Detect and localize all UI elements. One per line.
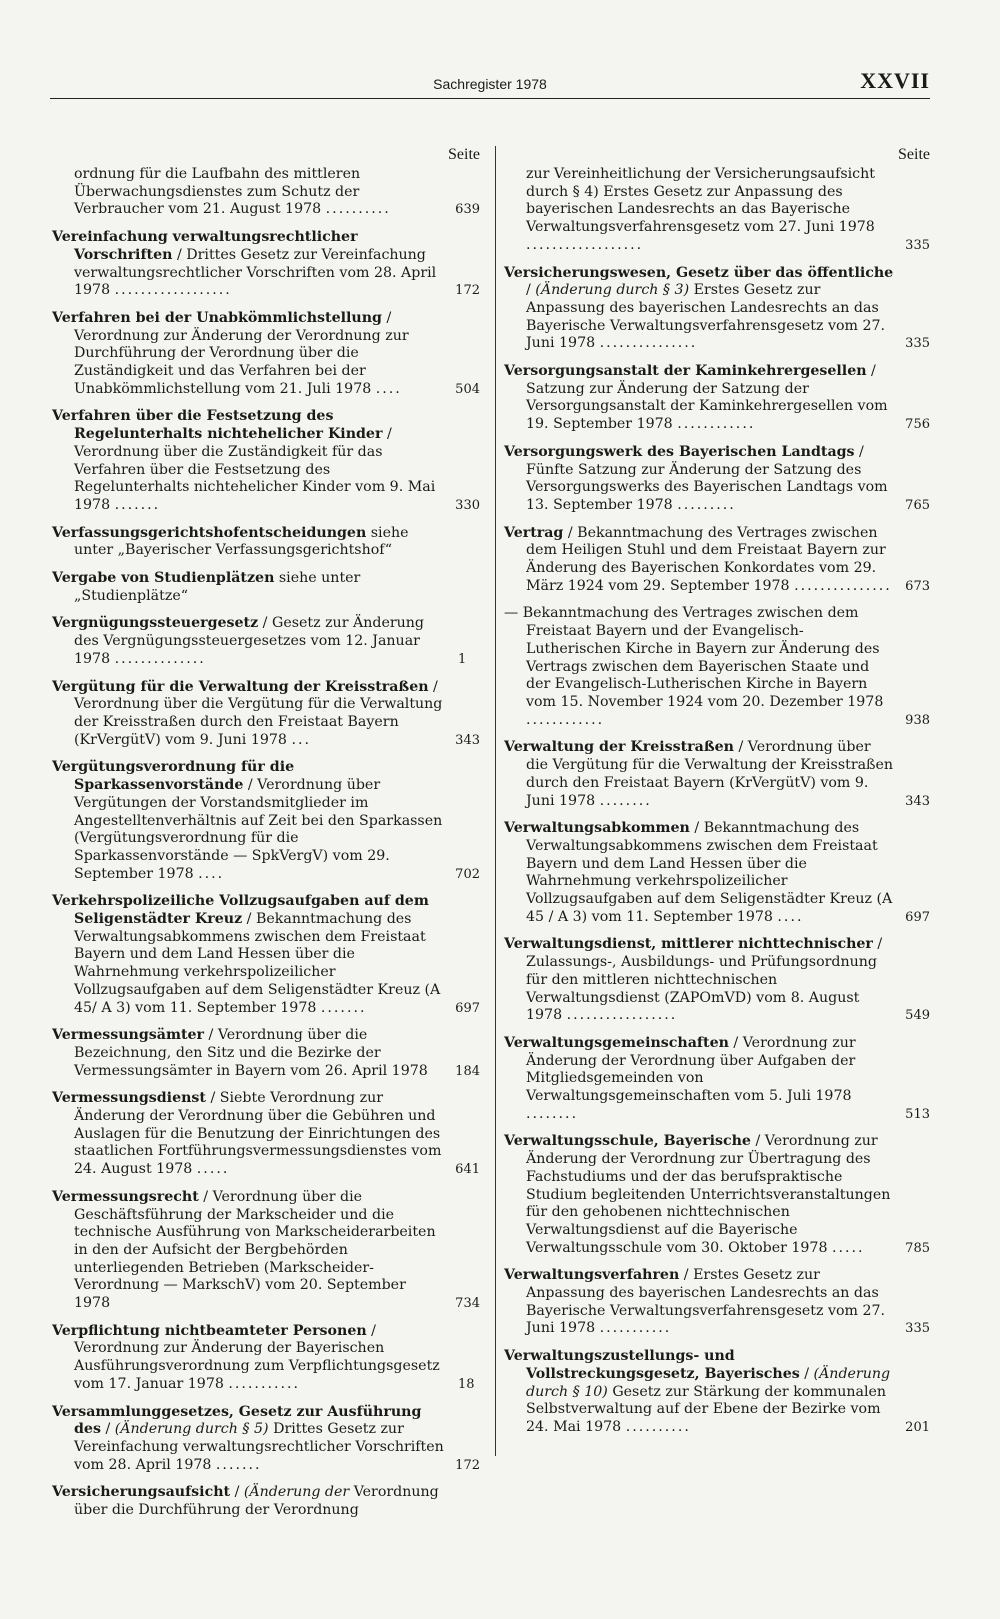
index-entry	[52, 408, 480, 514]
entry-text: Verordnung zur Änderung der Verordnung über Aufgaben der Mitgliedsgemeinden von Verwaltungsgemeinschaften vom 5. Juli 1978	[526, 1034, 856, 1105]
entry-headword: Versammlunggesetzes, Gesetz zur Ausführung des	[52, 1403, 422, 1438]
entry-headword: Vertrag	[504, 524, 564, 541]
column-divider	[495, 146, 496, 1456]
entry-separator: /	[242, 911, 256, 928]
entry-page-number: 343	[905, 793, 930, 809]
entry-text: Fünfte Satzung zur Änderung der Satzung des Versorgungswerks des Bayerischen Landtags vom 13. September 1978	[526, 461, 888, 513]
index-entry	[504, 1348, 930, 1437]
entry-separator: /	[382, 426, 392, 443]
entry-text: Verordnung zur Änderung der Verordnung zur Übertragung des Fachstudiums und der das berufspraktische Studium begleitenden Unterrichtsveranstaltungen für den gehobenen nichttechnischen Verwaltungsdienst auf die Bayerische Verwaltungsschule vom 30. Oktober 1978	[526, 1133, 891, 1256]
entry-page-number: 756	[905, 417, 930, 433]
page-number: XXVII	[860, 68, 930, 93]
entry-text: Verordnung über die Vergütung für die Verwaltung der Kreisstraßen durch den Freistaat Bayern (KrVergütV) vom 9. Juni 1978	[526, 739, 894, 809]
entry-headword: Vergnügungssteuergesetz	[52, 615, 259, 632]
entry-headword: Versicherungsaufsicht	[52, 1484, 231, 1501]
entry-page-number: 335	[905, 1321, 930, 1337]
entry-leader-dots: ...............	[794, 577, 892, 594]
entry-headword: Versorgungsanstalt der Kaminkehrergesellen	[504, 363, 867, 380]
entry-text: Gesetz zur Stärkung der kommunalen Selbstverwaltung auf der Ebene der Bezirke vom 24. Mai 1978	[526, 1383, 887, 1435]
right-entry-list	[504, 166, 930, 1437]
entry-leader-dots: ....	[375, 380, 402, 397]
entry-leader-dots: ...........	[599, 1320, 672, 1337]
entry-leader-dots: ........	[526, 1105, 579, 1122]
entry-separator: /	[366, 1322, 376, 1339]
index-entry	[52, 166, 480, 219]
index-entry: Verpflichtung nichtbeamteter Personen / Verordnung zur Änderung der Bayerischen Ausführungsverordnung zum Verpflichtungsgesetz vom 17. Januar 1978 ........... 18	[52, 1322, 475, 1392]
entry-text: siehe unter „Bayerischer Verfassungsgerichtshof“	[74, 524, 409, 559]
entry-text: Verordnung über die Zuständigkeit für das Verfahren über die Festsetzung des Regelunterhalts nichtehelicher Kinder vom 9. Mai 1978	[74, 443, 436, 513]
entry-separator: /	[733, 739, 748, 756]
entry-text: Verordnung zur Änderung der Bayerischen Ausführungsverordnung zum Verpflichtungsgesetz vom 17. Januar 1978	[74, 1340, 440, 1392]
entry-headword: Verfassungsgerichtshofentscheidungen	[52, 524, 367, 541]
entry-reference: (Änderung durch § 5)	[114, 1421, 269, 1438]
entry-page-number: 549	[905, 1008, 930, 1024]
index-entry	[504, 820, 930, 926]
entry-text: Bekanntmachung des Vertrages zwischen dem Freistaat Bayern und der Evangelisch-Lutherischen Kirche in Bayern zur Änderung des Vertrags zwischen dem Bayerischen Staate und der Evangelisch-Lutherischen Kirche in Bayern vom 15. November 1924 vom 20. Dezember 1978	[522, 605, 884, 710]
entry-text: Verordnung über Vergütungen der Vorstandsmitglieder im Angestelltenverhältnis auf Zeit bei den Sparkassen (Vergütungsverordnung für die Sparkassenvorstände — SpkVergV) vom 29. September 1978	[74, 777, 443, 882]
index-entry	[52, 1404, 480, 1475]
seite-label: Seite	[448, 146, 480, 163]
entry-leader-dots: ..........	[325, 201, 391, 218]
entry-reference: (Änderung der	[243, 1484, 350, 1501]
entry-text: Erstes Gesetz zur Anpassung des bayerischen Landesrechts an das Bayerische Verwaltungsverfahrensgesetz vom 27. Juni 1978	[526, 1267, 886, 1337]
entry-text: Verordnung über die Geschäftsführung der Markscheider und die technische Ausführung von Markscheiderarbeiten in den der Aufsicht der Bergbehörden unterliegenden Betrieben (Markscheider-Verordnung — MarkschV) vom 20. September 1978	[74, 1188, 436, 1312]
entry-headword: Vereinfachung verwaltungsrechtlicher Vorschriften	[52, 229, 358, 263]
entry-headword: Versicherungswesen, Gesetz über das öffentliche	[504, 264, 894, 281]
index-entry	[504, 1035, 930, 1124]
entry-page-number: 697	[455, 1000, 480, 1016]
entry-text: ordnung für die Laufbahn des mittleren Überwachungsdienstes zum Schutz der Verbraucher vom 21. August 1978	[74, 166, 361, 218]
entry-page-number: 938	[905, 712, 930, 728]
entry-separator: /	[563, 524, 578, 541]
entry-leader-dots: ............	[677, 416, 756, 433]
entry-page-number: 335	[905, 237, 930, 253]
index-entry	[52, 229, 480, 300]
entry-headword: Versorgungswerk des Bayerischen Landtags	[504, 443, 855, 460]
entry-leader-dots: ....	[777, 908, 804, 925]
entry-separator: /	[526, 282, 536, 299]
index-entry	[504, 739, 930, 810]
entry-text: Drittes Gesetz zur Vereinfachung verwaltungsrechtlicher Vorschriften vom 28. April 1978	[74, 246, 437, 299]
index-entry: Vergnügungssteuergesetz / Gesetz zur Änderung des Vergnügungssteuergesetzes vom 12. Januar 1978 .............. 1	[52, 615, 467, 667]
entry-leader-dots: .....	[196, 1161, 230, 1178]
entry-page-number: 697	[905, 909, 930, 925]
entry-separator: /	[728, 1034, 743, 1051]
entry-separator: /	[689, 820, 704, 837]
entry-headword: Vergabe von Studienplätzen	[52, 570, 275, 587]
entry-leader-dots: ..........	[625, 1419, 691, 1435]
entry-leader-dots: ....	[198, 865, 225, 882]
entry-leader-dots: .................	[566, 1007, 678, 1024]
entry-headword: Verpflichtung nichtbeamteter Personen	[52, 1322, 367, 1339]
entry-leader-dots: ...	[291, 731, 311, 748]
index-entry	[52, 525, 480, 560]
index-entry	[504, 1133, 930, 1257]
index-entry	[504, 363, 930, 434]
entry-reference: (Änderung durch § 3)	[535, 282, 690, 299]
entry-leader-dots: ........	[599, 792, 652, 809]
entry-page-number: 172	[455, 1457, 480, 1473]
entry-reference: (Änderung durch § 10)	[526, 1365, 891, 1400]
index-entry	[52, 310, 480, 399]
index-entry	[52, 1027, 480, 1080]
entry-text: Zulassungs-, Ausbildungs- und Prüfungsordnung für den mittleren nichttechnischen Verwaltungsdienst (ZAPOmVD) vom 8. August 1978	[526, 954, 877, 1024]
entry-headword: Verwaltungsabkommen	[504, 820, 690, 837]
entry-page-number: 785	[905, 1240, 930, 1256]
entry-leader-dots: .........	[677, 496, 736, 513]
index-entry	[52, 1189, 480, 1313]
left-entry-list	[52, 166, 480, 1520]
entry-separator: /	[204, 1027, 218, 1044]
entry-separator: /	[428, 678, 438, 695]
entry-leader-dots: ..................	[526, 236, 644, 253]
entry-headword: Verkehrspolizeiliche Vollzugsaufgaben auf dem Seligenstädter Kreuz	[52, 893, 429, 928]
entry-headword: Verwaltungszustellungs- und Vollstreckungsgesetz, Bayerisches	[504, 1348, 800, 1382]
entry-text: Gesetz zur Änderung des Vergnügungssteuergesetzes vom 12. Januar 1978	[74, 615, 424, 667]
right-column	[504, 146, 930, 1447]
index-entry	[504, 444, 930, 515]
index-entry	[52, 1090, 480, 1179]
index-entry	[52, 1484, 480, 1519]
entry-text: Verordnung über die Bezeichnung, den Sitz und die Bezirke der Vermessungsämter in Bayern vom 26. April 1978	[74, 1027, 428, 1079]
entry-separator: —	[504, 605, 523, 622]
entry-separator: /	[381, 309, 392, 326]
index-entry	[504, 166, 930, 255]
index-entry	[504, 265, 930, 354]
entry-separator: /	[198, 1188, 213, 1205]
entry-separator: /	[230, 1484, 244, 1501]
entry-leader-dots: ...........	[228, 1375, 300, 1392]
entry-page-number: 673	[905, 578, 930, 594]
entry-text: Verordnung über die Durchführung der Verordnung	[74, 1484, 439, 1519]
entry-separator: /	[258, 615, 272, 632]
entry-text: Erstes Gesetz zur Anpassung des bayerischen Landesrechts an das Bayerische Verwaltungsverfahrensgesetz vom 27. Juni 1978	[526, 282, 886, 352]
entry-separator: /	[750, 1133, 765, 1150]
index-entry	[52, 570, 480, 605]
entry-headword: Vergütung für die Verwaltung der Kreisstraßen	[52, 678, 429, 695]
entry-page-number: 201	[905, 1420, 930, 1435]
entry-text: Verordnung zur Änderung der Verordnung zur Durchführung der Verordnung über die Zuständigkeit und das Verfahren bei der Unabkömmlichstellung vom 21. Juli 1978	[74, 327, 409, 397]
entry-leader-dots: .......	[215, 1456, 262, 1473]
entry-page-number: 330	[455, 497, 480, 513]
entry-separator: /	[872, 936, 883, 953]
entry-text: Siebte Verordnung zur Änderung der Verordnung über die Gebühren und Auslagen für die Benutzung der Einrichtungen des staatlichen Fortführungsvermessungsdienstes vom 24. August 1978	[74, 1090, 442, 1178]
entry-separator: /	[679, 1267, 694, 1284]
entry-separator: /	[172, 246, 187, 263]
index-entry	[52, 893, 480, 1017]
entry-text: Verordnung über die Vergütung für die Verwaltung der Kreisstraßen durch den Freistaat Bayern (KrVergütV) vom 9. Juni 1978	[74, 696, 443, 748]
entry-page-number: 639	[455, 202, 480, 218]
page-header	[50, 68, 930, 99]
entry-separator: /	[243, 777, 258, 794]
index-entry	[52, 679, 480, 750]
entry-separator: /	[866, 363, 876, 380]
entry-headword: Verwaltungsdienst, mittlerer nichttechnischer	[504, 936, 873, 953]
entry-page-number: 734	[455, 1296, 480, 1312]
entry-headword: Verwaltungsgemeinschaften	[504, 1034, 729, 1051]
entry-leader-dots: ..............	[114, 650, 206, 667]
entry-page-number: 702	[455, 866, 480, 882]
entry-leader-dots: .......	[114, 496, 161, 513]
entry-leader-dots: .....	[832, 1239, 865, 1256]
entry-leader-dots: .......	[320, 999, 367, 1016]
entry-page-number: 343	[455, 732, 480, 748]
entry-page-number: 335	[905, 336, 930, 352]
entry-page-number: 184	[455, 1063, 480, 1079]
entry-page-number: 504	[455, 381, 480, 397]
entry-separator: /	[100, 1421, 115, 1438]
entry-leader-dots: ............	[526, 711, 605, 728]
entry-leader-dots: ...............	[599, 335, 698, 352]
entry-page-number: 641	[455, 1162, 480, 1178]
entry-headword: Verwaltung der Kreisstraßen	[504, 739, 734, 756]
entry-text: zur Vereinheitlichung der Versicherungsaufsicht durch § 4) Erstes Gesetz zur Anpassung des bayerischen Landesrechts an das Bayerische Verwaltungsverfahrensgesetz vom 27. Juni 1978	[526, 166, 875, 236]
entry-headword: Verfahren über die Festsetzung des Regelunterhalts nichtehelicher Kinder	[52, 408, 383, 443]
index-entry	[504, 605, 930, 729]
index-entry	[52, 759, 480, 883]
entry-text: Bekanntmachung des Verwaltungsabkommens zwischen dem Freistaat Bayern und dem Land Hessen über die Wahrnehmung verkehrspolizeilicher Vollzugsaufgaben auf dem Seligenstädter Kreuz (A 45/ A 3) vom 11. September 1978	[74, 911, 441, 1016]
entry-headword: Vermessungsämter	[52, 1027, 205, 1044]
entry-page-number: 765	[905, 497, 930, 513]
entry-text: Satzung zur Änderung der Satzung der Versorgungsanstalt der Kaminkehrergesellen vom 19. September 1978	[526, 380, 888, 433]
entry-headword: Verfahren bei der Unabkömmlichstellung	[52, 309, 382, 326]
entry-separator: /	[799, 1365, 814, 1382]
entry-headword: Vermessungsdienst	[52, 1090, 206, 1107]
index-entry	[504, 1267, 930, 1338]
entry-page-number: 513	[905, 1106, 930, 1122]
entry-page-number: 172	[455, 283, 480, 299]
seite-label: Seite	[898, 146, 930, 163]
entry-text: siehe unter „Studienplätze“	[74, 570, 361, 604]
entry-text: Drittes Gesetz zur Vereinfachung verwaltungsrechtlicher Vorschriften vom 28. April 1978	[74, 1421, 444, 1473]
entry-headword: Vergütungsverordnung für die Sparkassenvorstände	[52, 759, 295, 794]
entry-headword: Verwaltungsschule, Bayerische	[504, 1133, 751, 1150]
running-title: Sachregister 1978	[433, 76, 547, 92]
entry-leader-dots: ..................	[114, 282, 232, 299]
entry-headword: Vermessungsrecht	[52, 1188, 199, 1205]
entry-headword: Verwaltungsverfahren	[504, 1267, 680, 1284]
left-column	[52, 146, 480, 1530]
entry-text: Bekanntmachung des Verwaltungsabkommens zwischen dem Freistaat Bayern und dem Land Hessen über die Wahrnehmung verkehrspolizeilicher Vollzugsaufgaben auf dem Seligenstädter Kreuz (A 45 / A 3) vom 11. September 1978	[526, 820, 893, 925]
entry-separator: /	[205, 1090, 220, 1107]
index-entry	[504, 525, 930, 596]
index-entry	[504, 936, 930, 1025]
entry-text: Bekanntmachung des Vertrages zwischen dem Heiligen Stuhl und dem Freistaat Bayern zur Änderung des Bayerischen Konkordates vom 29. März 1924 vom 29. September 1978	[526, 524, 886, 594]
entry-separator: /	[854, 443, 864, 460]
